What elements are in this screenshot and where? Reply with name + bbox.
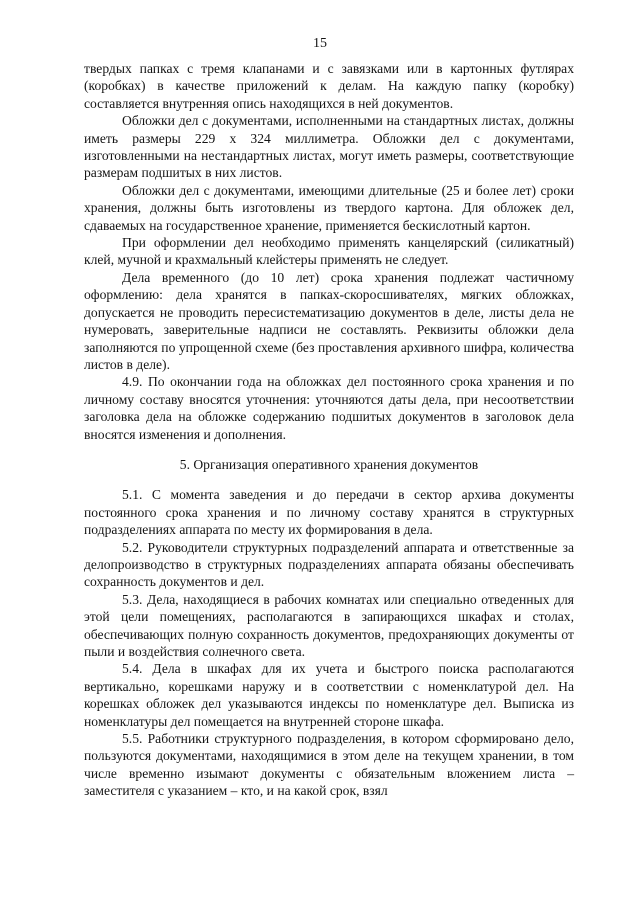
paragraph: 4.9. По окончании года на обложках дел постоянного срока хранения и по личному составу вносятся уточнения: уточняются даты дела, при несоответствии заголовка дела на обложке содержанию подшитых документов в заголовок дела вносятся изменения и дополнения. xyxy=(84,374,574,442)
paragraph: Дела временного (до 10 лет) срока хранения подлежат частичному оформлению: дела хранятся в папках-скоросшивателях, мягких обложках, допускается не проводить пересистематизацию документов в деле, листы дела не нумеровать, заверительные надписи не составлять. Реквизиты обложки дела заполняются по упрощенной схеме (без проставления архивного шифра, количества листов в деле). xyxy=(84,269,574,372)
paragraph: Обложки дел с документами, имеющими длительные (25 и более лет) сроки хранения, должны быть изготовлены из твердого картона. Для обложек дел, сдаваемых на государственное хранение, применяется бескислотный картон. xyxy=(84,182,574,233)
section-heading: 5. Организация оперативного хранения документов xyxy=(179,456,479,472)
paragraph: твердых папках с тремя клапанами и с завязками или в картонных футлярах (коробках) в качестве приложений к делам. На каждую папку (коробку) составляется внутренняя опись находящихся в ней документов. xyxy=(84,61,574,111)
paragraph: При оформлении дел необходимо применять канцелярский (силикатный) клей, мучной и крахмальный клейстеры применять не следует. xyxy=(84,235,574,268)
document-body xyxy=(84,60,574,800)
paragraph: 5.2. Руководители структурных подразделений аппарата и ответственные за делопроизводство в структурных подразделениях аппарата обязаны обеспечивать сохранность документов и дел. xyxy=(84,539,574,590)
paragraph: Обложки дел с документами, исполненными на стандартных листах, должны иметь размеры 229 х 324 миллиметра. Обложки дел с документами, изготовленными на нестандартных листах, могут иметь размеры, соответствующие размерам подшитых в них листов. xyxy=(84,113,574,181)
paragraph: 5.3. Дела, находящиеся в рабочих комнатах или специально отведенных для этой цели помещениях, располагаются в запирающихся шкафах и столах, обеспечивающих полную сохранность документов, предохраняющих документы от пыли и воздействия солнечного света. xyxy=(84,591,574,659)
paragraph: 5.1. С момента заведения и до передачи в сектор архива документы постоянного срока хранения и по личному составу хранятся в структурных подразделениях аппарата по месту их формирования в дела. xyxy=(84,487,574,538)
page-number: 15 xyxy=(313,36,327,51)
paragraph: 5.4. Дела в шкафах для их учета и быстрого поиска располагаются вертикально, корешками наружу и в соответствии с номенклатурой дел. На корешках обложек дел указываются индексы по номенклатуре дел. Выписка из номенклатуры дел помещается на внутренней стороне шкафа. xyxy=(84,661,574,729)
paragraph: 5.5. Работники структурного подразделения, в котором сформировано дело, пользуются документами, находящимися в этом деле на текущем хранении, в том числе временно изымают документы с обязательным вложением листа – заместителя с указанием – кто, и на какой срок, взял xyxy=(84,731,574,799)
